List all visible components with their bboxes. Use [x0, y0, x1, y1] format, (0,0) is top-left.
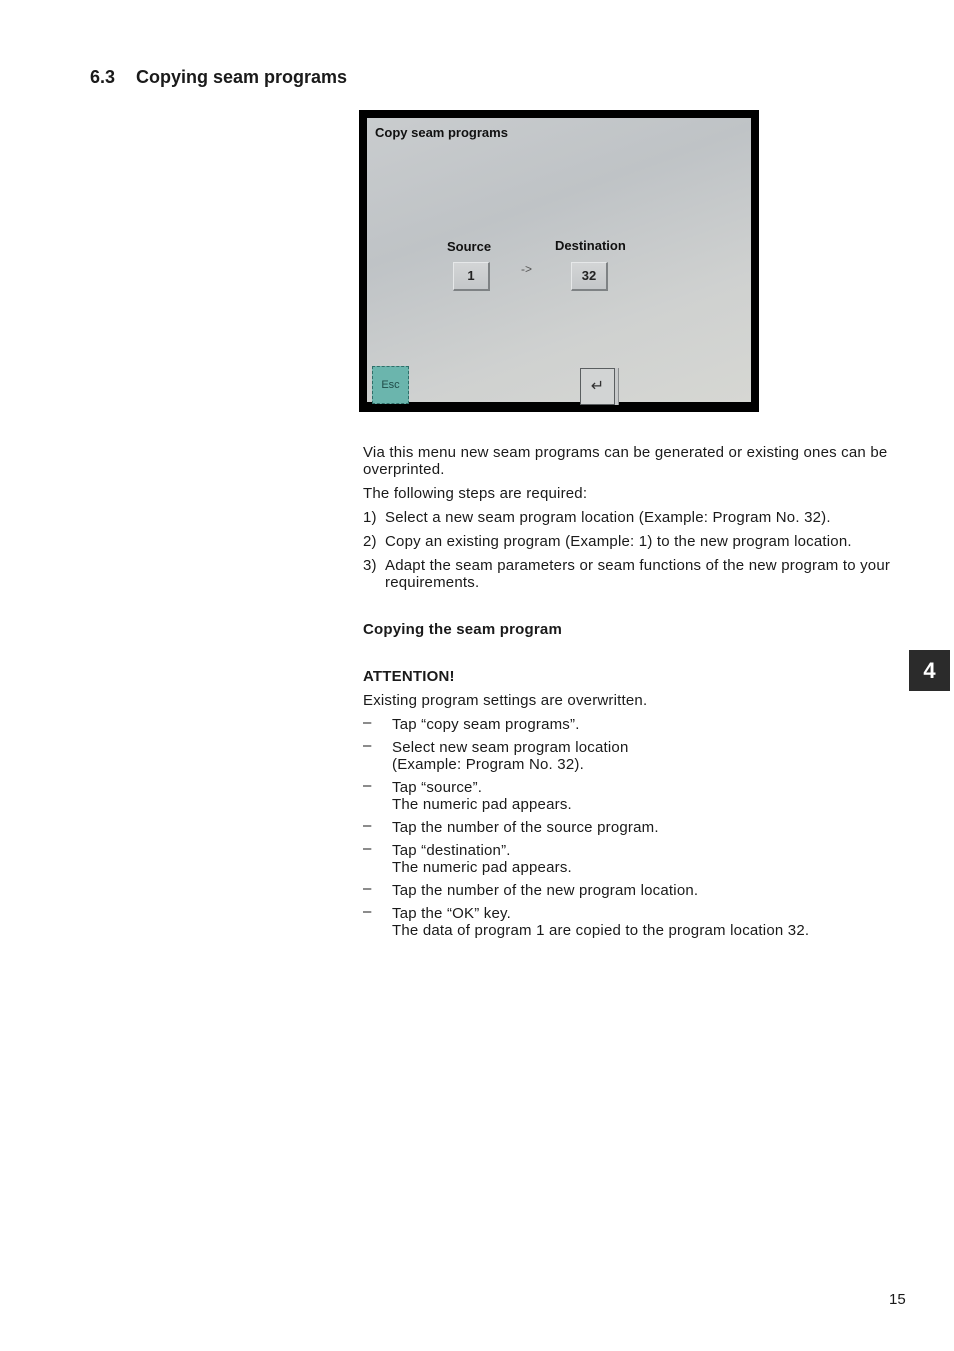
chapter-tab: 4: [909, 650, 950, 691]
action-line: Tap “source”.: [392, 779, 483, 796]
arrow-icon: ->: [521, 262, 533, 276]
screen-title: Copy seam programs: [375, 125, 508, 140]
action-line: Select new seam program location: [392, 739, 629, 756]
body-text: [363, 444, 923, 945]
step-item: [363, 557, 923, 591]
attention-title: ATTENTION!: [363, 668, 455, 685]
attention-text: Existing program settings are overwritten.: [363, 692, 648, 709]
step-text: Copy an existing program (Example: 1) to the new program location.: [385, 533, 852, 550]
page-number: 15: [889, 1291, 906, 1308]
section-heading: [90, 67, 347, 88]
subheading: Copying the seam program: [363, 621, 563, 638]
dash-marker: –: [363, 817, 372, 834]
dash-marker: –: [363, 880, 372, 897]
step-number: 1): [363, 509, 377, 526]
action-item: [363, 779, 923, 813]
step-text: Select a new seam program location (Example: Program No. 32).: [385, 509, 831, 526]
action-line: Tap “destination”.: [392, 842, 511, 859]
enter-button[interactable]: [580, 368, 615, 405]
step-number: 2): [363, 533, 377, 550]
step-item: [363, 509, 923, 526]
action-line: Tap “copy seam programs”.: [392, 716, 580, 733]
action-line-detail: The numeric pad appears.: [392, 796, 572, 813]
section-number: 6.3: [90, 67, 116, 87]
section-title: Copying seam programs: [136, 67, 348, 87]
step-text: Adapt the seam parameters or seam functions of the new program to your requirements.: [385, 557, 891, 591]
action-line: Tap the number of the source program.: [392, 819, 659, 836]
destination-field[interactable]: 32: [571, 262, 608, 291]
action-line-detail: (Example: Program No. 32).: [392, 756, 584, 773]
esc-button[interactable]: Esc: [372, 366, 409, 404]
screen-display: [367, 118, 751, 402]
source-field[interactable]: 1: [453, 262, 490, 291]
action-line-detail: The data of program 1 are copied to the program location 32.: [392, 922, 810, 939]
step-item: [363, 533, 923, 550]
intro-steps-lead: The following steps are required:: [363, 485, 588, 502]
enter-icon: ↵: [590, 378, 605, 395]
action-item: [363, 842, 923, 876]
destination-label: Destination: [555, 238, 626, 253]
dash-marker: –: [363, 777, 372, 794]
dash-marker: –: [363, 714, 372, 731]
source-label: Source: [447, 239, 492, 254]
action-item: [363, 716, 923, 733]
action-item: [363, 819, 923, 836]
action-line-detail: The numeric pad appears.: [392, 859, 572, 876]
screen-photo: [359, 110, 759, 412]
dash-marker: –: [363, 737, 372, 754]
step-number: 3): [363, 557, 377, 574]
dash-marker: –: [363, 903, 372, 920]
action-line: Tap the “OK” key.: [392, 905, 511, 922]
action-item: [363, 739, 923, 773]
intro-paragraph: Via this menu new seam programs can be generated or existing ones can be overprinted.: [363, 444, 888, 478]
action-item: [363, 905, 923, 939]
dash-marker: –: [363, 840, 372, 857]
action-item: [363, 882, 923, 899]
action-line: Tap the number of the new program location.: [392, 882, 699, 899]
